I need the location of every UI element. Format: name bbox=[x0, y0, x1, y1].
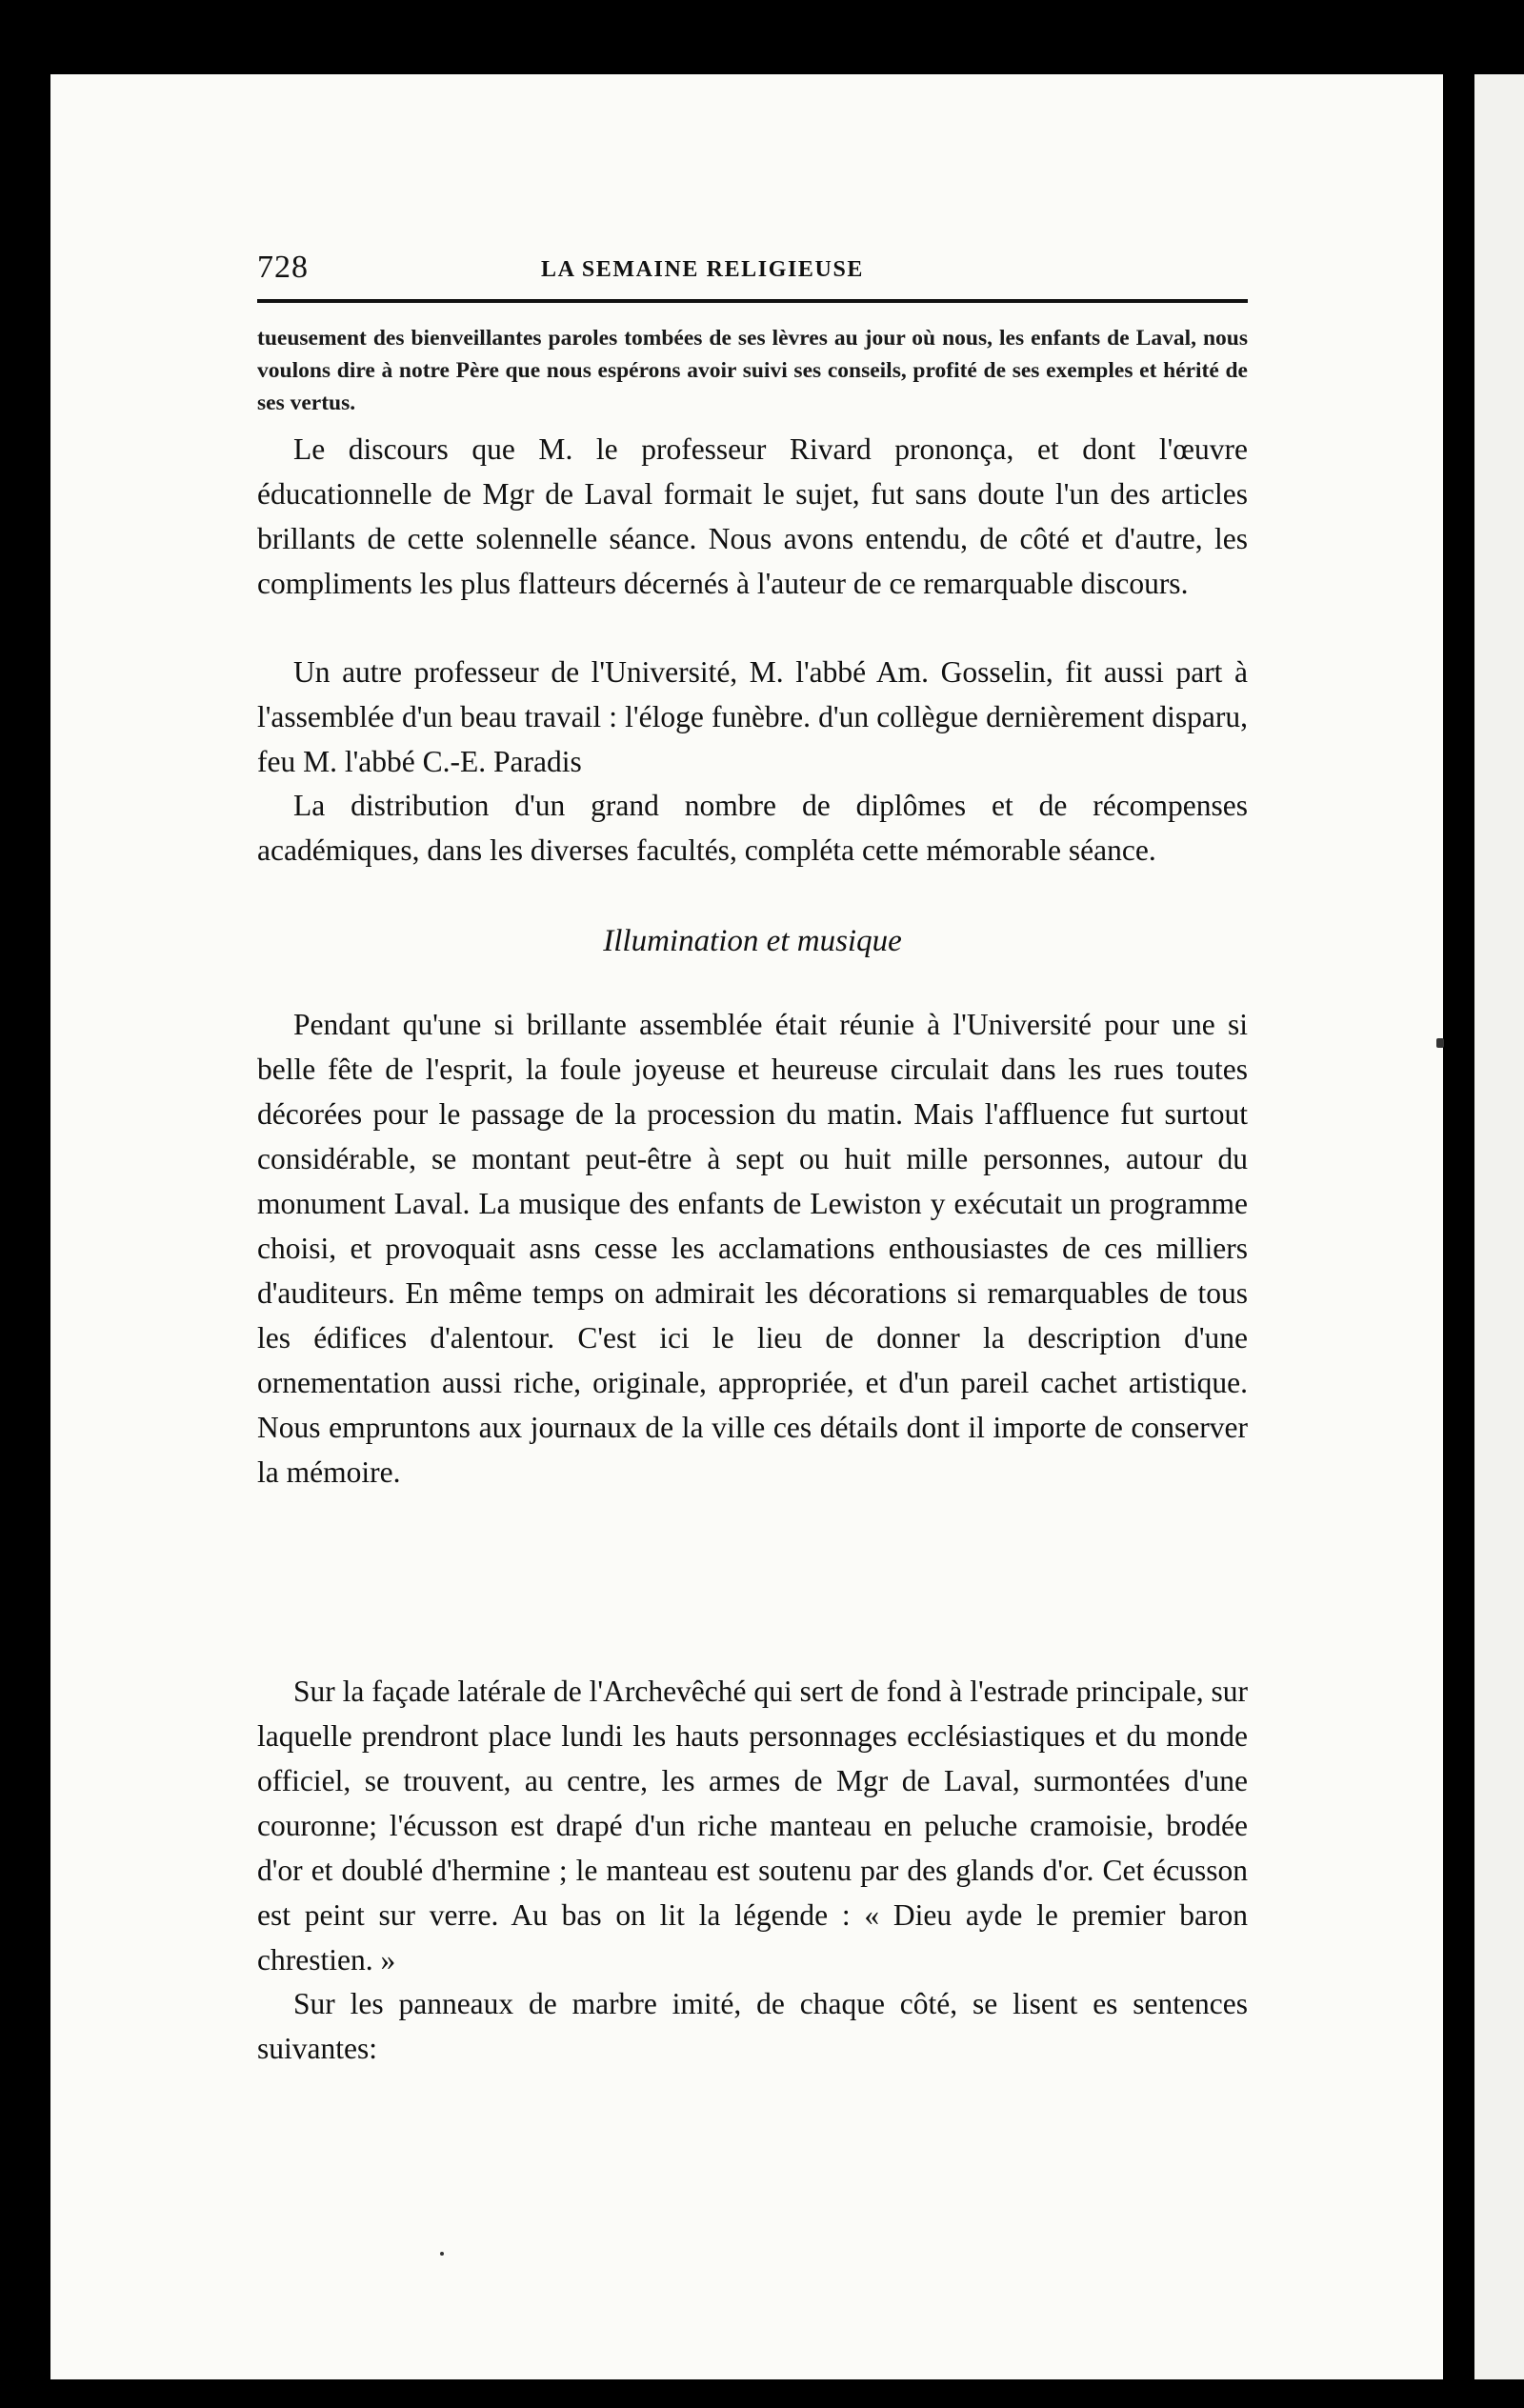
page-header bbox=[257, 250, 1248, 297]
section-heading: Illumination et musique bbox=[603, 924, 902, 958]
paragraph-discours bbox=[257, 427, 1248, 606]
paragraph-text: Sur la façade latérale de l'Archevêché qui sert de fond à l'estrade principale, sur laquelle prendront place lundi les hauts personnages ecclésiastiques et du monde officiel, se trouvent, au centre, les armes de Mgr de Laval, surmontées d'une couronne; l'écusson est drapé d'un riche manteau en peluche cramoisie, brodée d'or et doublé d'hermine ; le manteau est soutenu par des glands d'or. Cet écusson est peint sur verre. Au bas on lit la légende : « Dieu ayde le premier baron chrestien. » bbox=[257, 1675, 1248, 1977]
paragraph-text: Pendant qu'une si brillante assemblée était réunie à l'Université pour une si belle fête de l'esprit, la foule joyeuse et heureuse circulait dans les rues toutes décorées pour le passage de la procession du matin. Mais l'affluence fut surtout considérable, se montant peut-être à sept ou huit mille personnes, autour du monument Laval. La musique des enfants de Lewiston y exécutait un programme choisi, et provoquait asns cesse les acclamations enthousiastes de ces milliers d'auditeurs. En même temps on admirait les décorations si remarquables de tous les édifices d'alentour. C'est ici le lieu de donner la description d'une ornementation aussi riche, originale, appropriée, et d'un pareil cachet artistique. Nous empruntons aux journaux de la ville ces détails dont il importe de conserver la mémoire. bbox=[257, 1008, 1248, 1489]
paragraph-text: Le discours que M. le professeur Rivard prononça, et dont l'œuvre éducationnelle de Mgr de Laval formait le sujet, fut sans doute l'un des articles brillants de cette solennelle séance. Nous avons entendu, de côté et d'autre, les compliments les plus flatteurs décernés à l'auteur de ce remarquable discours. bbox=[257, 432, 1248, 600]
paragraph-distribution bbox=[257, 783, 1248, 873]
paragraph-illumination bbox=[257, 1002, 1248, 1495]
paragraph-text: La distribution d'un grand nombre de diplômes et de récompenses académiques, dans les diverses facultés, compléta cette mémorable séance. bbox=[257, 789, 1248, 867]
paragraph-text: Sur les panneaux de marbre imité, de chaque côté, se lisent es sentences suivantes: bbox=[257, 1987, 1248, 2065]
header-rule bbox=[257, 299, 1248, 303]
adjacent-page-edge bbox=[1474, 74, 1524, 2379]
paragraph-text: tueusement des bienveillantes paroles tombées de ses lèvres au jour où nous, les enfants de Laval, nous voulons dire à notre Père que nous espérons avoir suivi ses conseils, profité de ses exemples et hérité de ses vertus. bbox=[257, 326, 1248, 415]
scan-speck bbox=[1436, 1038, 1444, 1048]
page-number: 728 bbox=[257, 250, 309, 285]
paragraph-text: Un autre professeur de l'Université, M. l'abbé Am. Gosselin, fit aussi part à l'assemblée d'un beau travail : l'éloge funèbre. d'un collègue dernièrement disparu, feu M. l'abbé C.-E. Paradis bbox=[257, 655, 1248, 778]
paragraph-facade bbox=[257, 1669, 1248, 1982]
running-title: LA SEMAINE RELIGIEUSE bbox=[541, 257, 865, 282]
paragraph-gosselin bbox=[257, 650, 1248, 784]
scan-speck bbox=[440, 2252, 444, 2256]
paragraph-continuation bbox=[257, 322, 1248, 419]
paragraph-panneaux bbox=[257, 1981, 1248, 2071]
